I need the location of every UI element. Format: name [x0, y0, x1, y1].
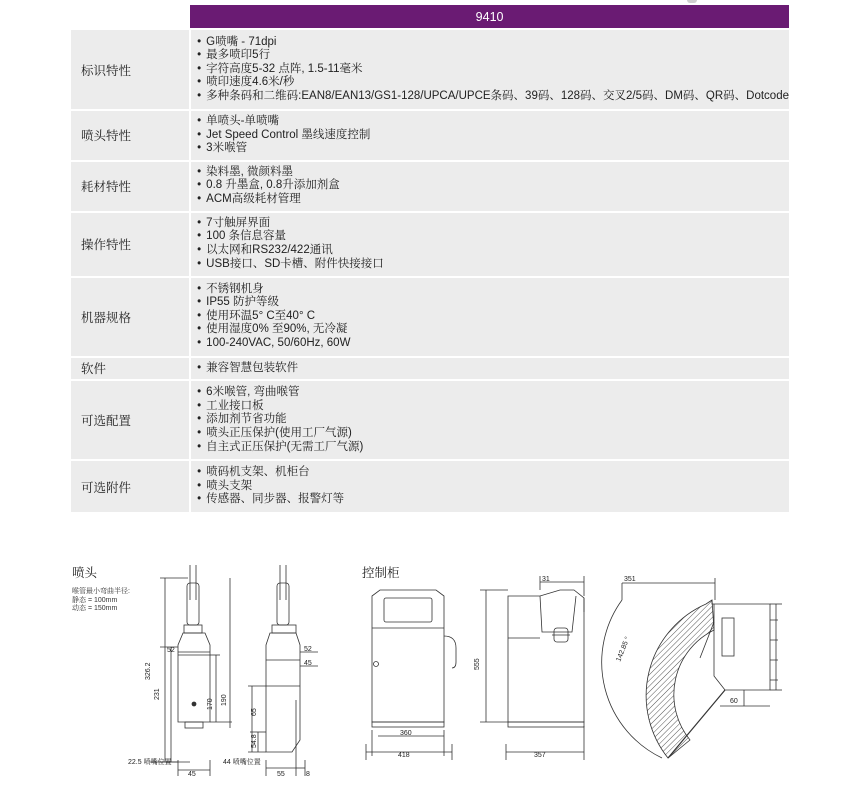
bend-note-line: 静态 = 100mm: [72, 596, 118, 604]
bullet-icon: •: [197, 399, 202, 412]
spec-item-text: 染料墨, 微颜料墨: [206, 165, 294, 178]
spec-item-text: 以太网和RS232/422通讯: [206, 244, 333, 257]
bullet-icon: •: [197, 115, 202, 127]
bullet-icon: •: [197, 361, 202, 374]
dim-label: 45: [304, 660, 312, 667]
printhead-side-drawing: [248, 565, 318, 776]
spec-row-label: 机器规格: [71, 277, 190, 357]
bullet-icon: •: [197, 230, 202, 243]
bullet-icon: •: [197, 216, 202, 229]
bullet-icon: •: [197, 413, 202, 426]
cabinet-title: 控制柜: [362, 566, 400, 580]
dim-label: 52: [167, 647, 175, 654]
spec-item-text: Jet Speed Control 墨线速度控制: [206, 128, 371, 141]
spec-item-text: 单喷头-单喷嘴: [206, 115, 280, 127]
bullet-icon: •: [197, 479, 202, 492]
bullet-icon: •: [197, 296, 202, 309]
dim-label: 65: [251, 708, 258, 716]
bullet-icon: •: [197, 179, 202, 192]
spec-row-label: 可选配置: [71, 380, 190, 460]
spec-item-text: 工业接口板: [206, 399, 264, 412]
bullet-icon: •: [197, 192, 202, 205]
spec-item-text: 传感器、同步器、报警灯等: [206, 493, 345, 506]
dim-label: 357: [534, 752, 546, 759]
bend-note-line: 动态 = 150mm: [72, 605, 118, 612]
spec-item-text: 字符高度5-32 点阵, 1.5-11毫米: [206, 62, 363, 75]
spec-item-text: 喷印速度4.6米/秒: [206, 76, 295, 89]
spec-item-text: 最多喷印5行: [206, 49, 271, 62]
spec-item-text: 0.8 升墨盒, 0.8升添加剂盒: [206, 179, 340, 192]
spec-item-text: 不锈钢机身: [206, 282, 264, 295]
bullet-icon: •: [197, 309, 202, 322]
bullet-icon: •: [197, 165, 202, 178]
spec-item-text: 3米喉管: [206, 142, 248, 155]
spec-row-label: 可选附件: [71, 460, 190, 512]
bullet-icon: •: [197, 282, 202, 295]
spec-item-text: 兼容智慧包装软件: [206, 361, 299, 374]
dim-label: 22.5 喷嘴位置: [128, 759, 172, 766]
dim-label: 190: [221, 694, 228, 706]
bullet-icon: •: [197, 49, 202, 62]
cabinet-top-drawing: [602, 578, 782, 758]
dim-label: 360: [400, 730, 412, 737]
spec-item-text: IP55 防护等级: [206, 296, 280, 309]
dim-label: 8: [306, 771, 310, 778]
spec-item-text: 使用湿度0% 至90%, 无冷凝: [206, 323, 348, 336]
spec-item-text: 使用环温5° C至40° C: [206, 309, 316, 322]
dim-label: 60: [730, 698, 738, 705]
spec-item-text: ACM高级耗材管理: [206, 192, 301, 205]
spec-item-text: USB接口、SD卡槽、附件快接接口: [206, 257, 384, 270]
bullet-icon: •: [197, 35, 202, 48]
dim-label: 351: [624, 576, 636, 583]
spec-item-text: 自主式正压保护(无需工厂气源): [206, 440, 364, 453]
bullet-icon: •: [197, 386, 202, 399]
bullet-icon: •: [197, 440, 202, 453]
spec-item-text: 7寸触屏界面: [206, 216, 271, 229]
spec-item-text: 添加剂节省功能: [206, 413, 287, 426]
dim-label: 418: [398, 752, 410, 759]
dim-label: 55: [277, 771, 285, 778]
bullet-icon: •: [197, 142, 202, 155]
dim-label: 52: [304, 646, 312, 653]
bullet-icon: •: [197, 89, 202, 102]
model-header: 9410: [190, 5, 789, 29]
bullet-icon: •: [197, 426, 202, 439]
bullet-icon: •: [197, 62, 202, 75]
bullet-icon: •: [197, 336, 202, 349]
spec-item-text: G喷嘴 - 71dpi: [206, 35, 277, 48]
spec-item-text: 6米喉管, 弯曲喉管: [206, 386, 300, 399]
bullet-icon: •: [197, 244, 202, 257]
spec-row-label: 喷头特性: [71, 110, 190, 161]
cabinet-side-drawing: [480, 576, 584, 760]
dim-label: 54.8: [251, 734, 258, 748]
spec-row-label: 操作特性: [71, 212, 190, 277]
spec-item-text: 喷头正压保护(使用工厂气源): [206, 426, 352, 439]
spec-item-text: 多种条码和二维码:EAN8/EAN13/GS1-128/UPCA/UPCE条码、39码、128码、交叉2/5码、DM码、QR码、Dotcode: [206, 89, 789, 102]
dim-label: 45: [188, 771, 196, 778]
bullet-icon: •: [197, 323, 202, 336]
spec-row-label: 耗材特性: [71, 161, 190, 212]
dim-label: 170: [207, 698, 214, 710]
spec-item-text: 喷码机支架、机柜台: [206, 466, 310, 479]
printhead-title: 喷头: [72, 566, 98, 580]
printhead-front-drawing: [150, 565, 232, 776]
bullet-icon: •: [197, 257, 202, 270]
bend-note-line: 喉管最小弯曲半径:: [72, 588, 130, 595]
dim-label: 142.85 °: [615, 635, 632, 663]
bullet-icon: •: [197, 76, 202, 89]
spec-item-text: 100 条信息容量: [206, 230, 287, 243]
dim-label: 555: [474, 658, 481, 670]
bullet-icon: •: [197, 493, 202, 506]
dim-label: 31: [542, 576, 550, 583]
bullet-icon: •: [197, 466, 202, 479]
dim-label: 231: [154, 688, 161, 700]
bullet-icon: •: [197, 128, 202, 141]
dim-label: 44 喷嘴位置: [223, 759, 261, 766]
spec-item-text: 100-240VAC, 50/60Hz, 60W: [206, 336, 351, 349]
spec-row-label: 软件: [71, 357, 190, 381]
spec-row-label: 标识特性: [71, 29, 190, 110]
dim-label: 326.2: [145, 662, 152, 680]
spec-item-text: 喷头支架: [206, 479, 253, 492]
